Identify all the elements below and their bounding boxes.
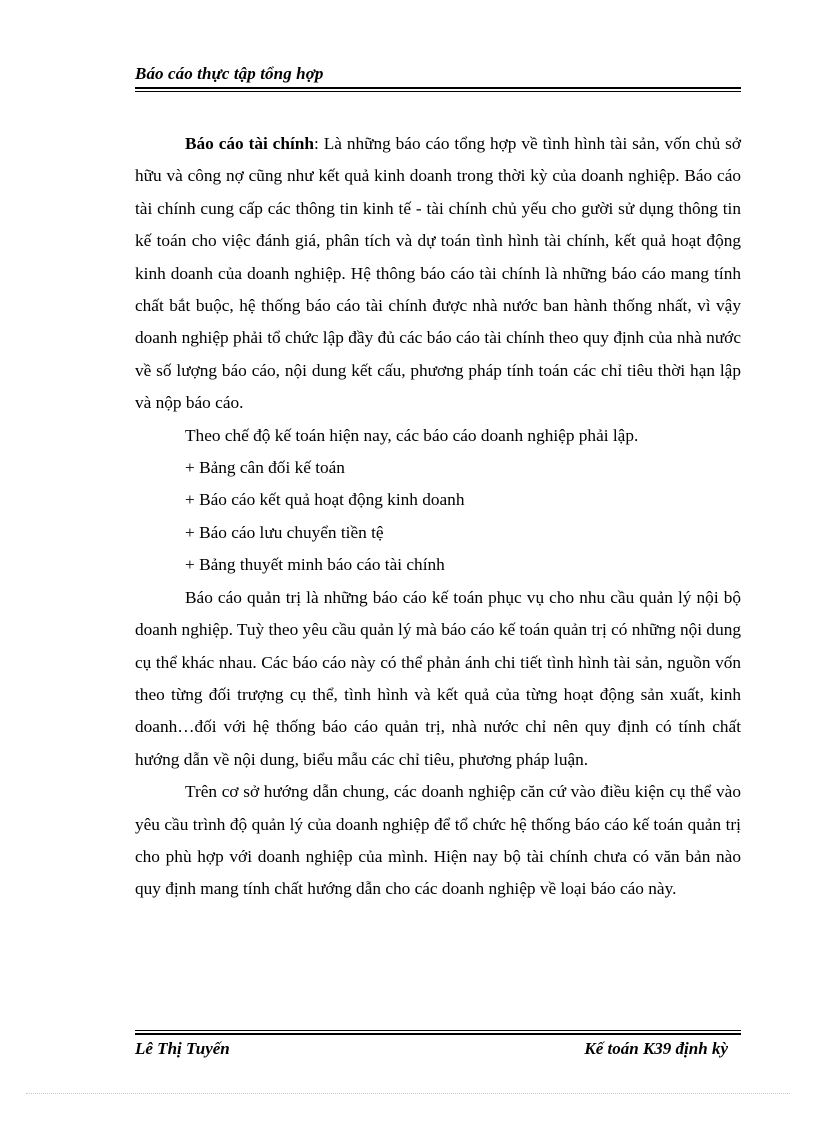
page-edge-divider [26,1093,790,1094]
list-item: + Báo cáo kết quả hoạt động kinh doanh [185,490,465,510]
list-item: + Bảng thuyết minh báo cáo tài chính [185,555,445,575]
header-rule [135,87,741,89]
paragraph-financial-reports [135,128,741,420]
paragraph-lead: Báo cáo tài chính [185,134,314,153]
paragraph-text: : Là những báo cáo tổng hợp về tình hình tài sản, vốn chủ sở hữu và công nợ cũng như kết quả kinh doanh trong thời kỳ của doanh nghiệp. Báo cáo tài chính cung cấp các thông tin kinh tế - tài chính chủ yếu cho gười sử dụng thông tin kế toán cho việc đánh giá, phân tích và dự toán tình hình tài chính, kết quả hoạt động kinh doanh của doanh nghiệp. Hệ thông báo cáo tài chính là những báo cáo mang tính chất bắt buộc, hệ thống báo cáo tài chính được nhà nước ban hành thống nhất, vì vậy doanh nghiệp phải tổ chức lập đầy đủ các báo cáo tài chính theo quy định của nhà nước về số lượng báo cáo, nội dung kết cấu, phương pháp tính toán các chỉ tiêu thời hạn lập và nộp báo cáo. [135,134,741,413]
document-body [135,128,741,906]
list-item: + Báo cáo lưu chuyển tiền tệ [185,522,384,542]
header-rule-thin [135,91,741,92]
paragraph-management-reports: Báo cáo quản trị là những báo cáo kế toán phục vụ cho nhu cầu quản lý nội bộ doanh nghiệp. Tuỳ theo yêu cầu quản lý mà báo cáo kế toán quản trị có những nội dung cụ thể khác nhau. Các báo cáo này có thể phản ánh chi tiết tình hình tài sản, nguồn vốn theo từng đối trượng cụ thể, tình hình và kết quả của từng hoạt động sản xuất, kinh doanh…đối với hệ thống báo cáo quản trị, nhà nước chỉ nên quy định có tính chất hướng dẫn về nội dung, biểu mẫu các chỉ tiêu, phương pháp luận. [135,587,741,769]
footer-author: Lê Thị Tuyến [135,1039,230,1058]
footer-rule [135,1033,741,1035]
list-item: + Bảng cân đối kế toán [185,458,345,478]
footer-class-info: Kế toán K39 định kỳ [584,1039,728,1058]
header-title: Báo cáo thực tập tổng hợp [135,64,324,83]
paragraph-guidance: Trên cơ sở hướng dẫn chung, các doanh nghiệp căn cứ vào điều kiện cụ thể vào yêu cầu trình độ quản lý của doanh nghiệp để tổ chức hệ thống báo cáo kế toán quản trị cho phù hợp với doanh nghiệp của mình. Hiện nay bộ tài chính chưa có văn bản nào quy định mang tính chất hướng dẫn cho các doanh nghiệp về loại báo cáo này. [135,782,741,899]
paragraph-regime: Theo chế độ kế toán hiện nay, các báo cáo doanh nghiệp phải lập. [185,425,639,445]
footer-rule-thin [135,1030,741,1031]
